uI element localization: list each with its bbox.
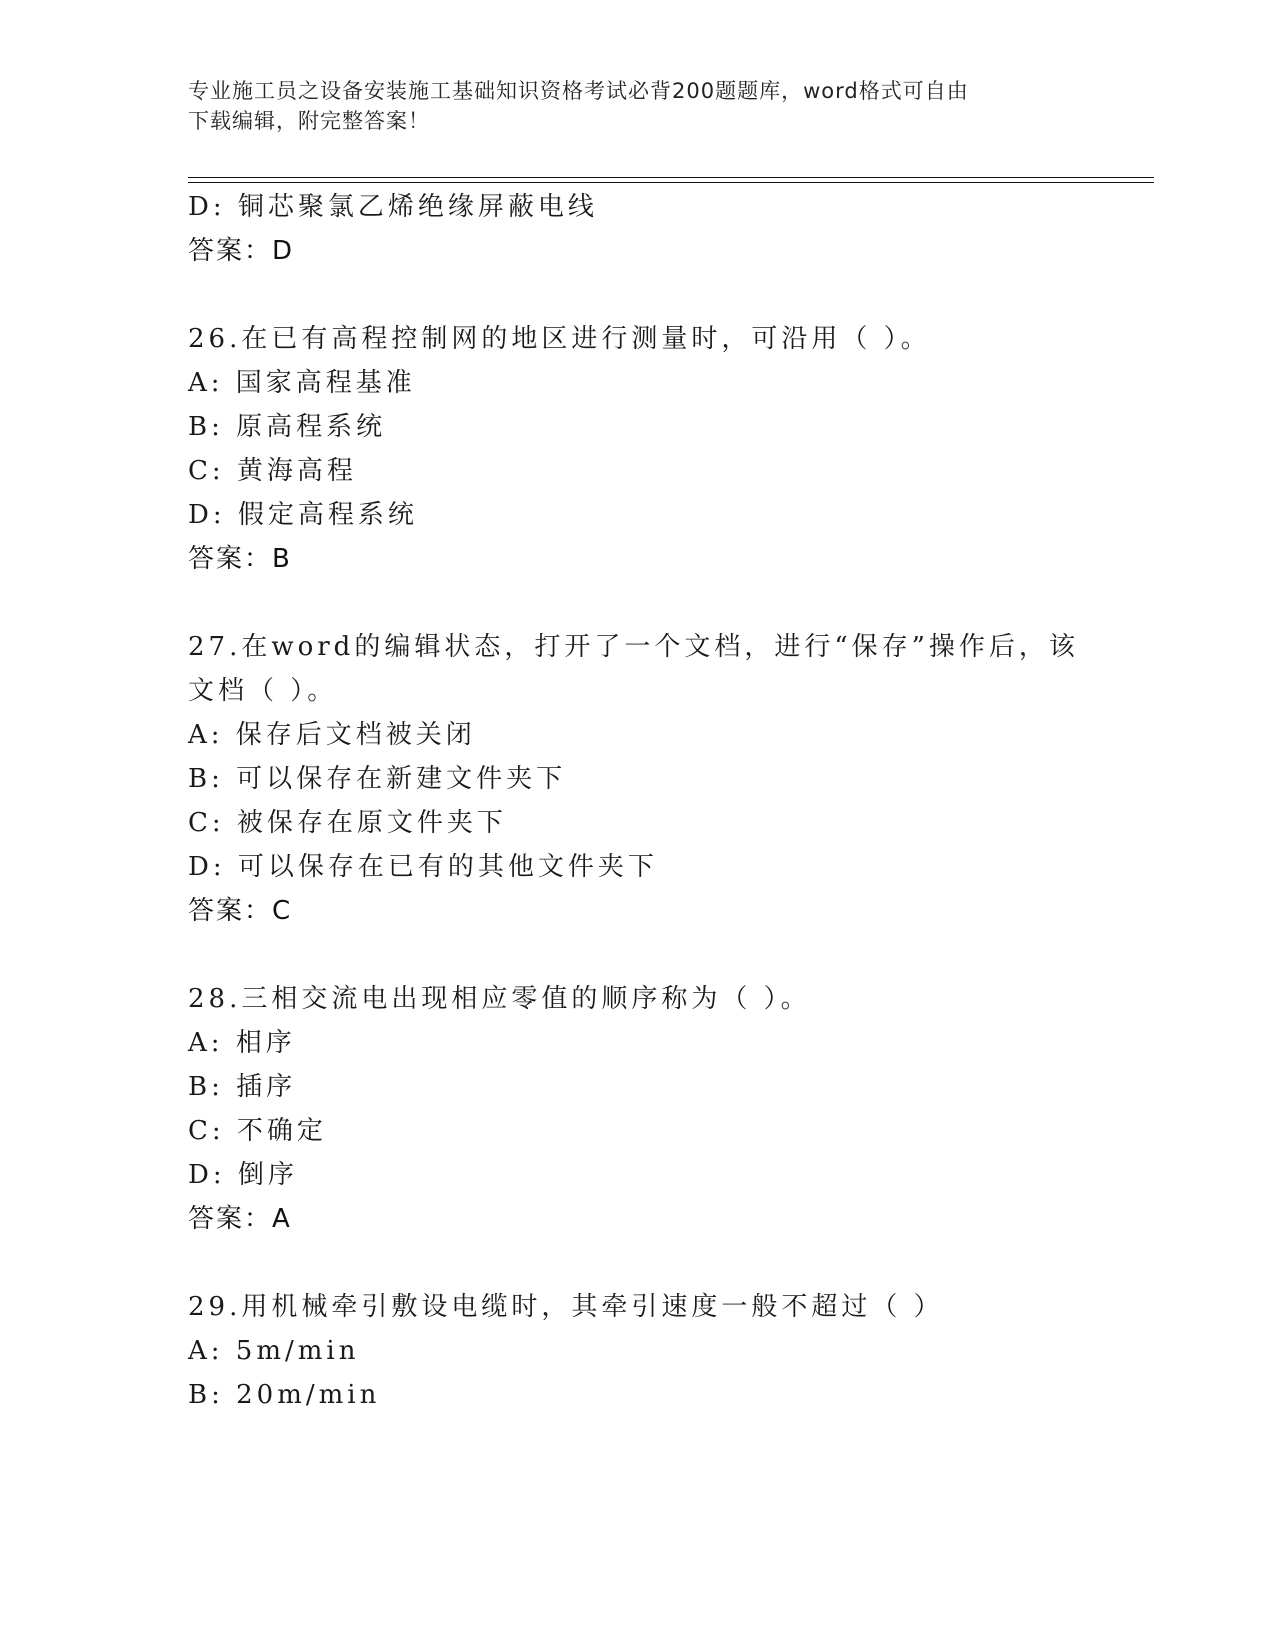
q26-question: 26.在已有高程控制网的地区进行测量时，可沿用（ ）。 — [188, 324, 931, 354]
q28-question: 28.三相交流电出现相应零值的顺序称为（ ）。 — [188, 984, 811, 1014]
q28-option-c: C: 不确定 — [188, 1116, 327, 1146]
q27-option-b: B: 可以保存在新建文件夹下 — [188, 764, 567, 794]
q27-answer: 答案：C — [188, 896, 293, 926]
q27-option-c: C: 被保存在原文件夹下 — [188, 808, 507, 838]
q28-option-b: B: 插序 — [188, 1072, 297, 1102]
q27-question-line-2: 文档（ ）。 — [188, 676, 338, 706]
q29-option-b: B: 20m/min — [188, 1380, 381, 1410]
q27-option-d: D: 可以保存在已有的其他文件夹下 — [188, 852, 658, 882]
q28-answer: 答案：A — [188, 1204, 292, 1234]
q26-option-a: A: 国家高程基准 — [188, 368, 416, 398]
q28-option-d: D: 倒序 — [188, 1160, 298, 1190]
header-divider-top — [188, 177, 1154, 178]
q25-answer: 答案：D — [188, 236, 295, 266]
q26-option-c: C: 黄海高程 — [188, 456, 357, 486]
document-header — [188, 76, 1088, 136]
q26-answer: 答案：B — [188, 544, 292, 574]
q29-option-a: A: 5m/min — [188, 1336, 360, 1366]
q26-option-b: B: 原高程系统 — [188, 412, 387, 442]
q28-option-a: A: 相序 — [188, 1028, 296, 1058]
header-line-1: 专业施工员之设备安装施工基础知识资格考试必背200题题库，word格式可自由 — [188, 79, 969, 103]
header-line-2: 下载编辑，附完整答案！ — [188, 109, 430, 133]
q27-question-line-1: 27.在word的编辑状态，打开了一个文档，进行“保存”操作后，该 — [188, 632, 1079, 662]
q25-option-d: D: 铜芯聚氯乙烯绝缘屏蔽电线 — [188, 192, 598, 222]
q26-option-d: D: 假定高程系统 — [188, 500, 418, 530]
q29-question: 29.用机械牵引敷设电缆时，其牵引速度一般不超过（ ） — [188, 1292, 944, 1322]
header-divider-bottom — [188, 182, 1154, 183]
q27-option-a: A: 保存后文档被关闭 — [188, 720, 476, 750]
